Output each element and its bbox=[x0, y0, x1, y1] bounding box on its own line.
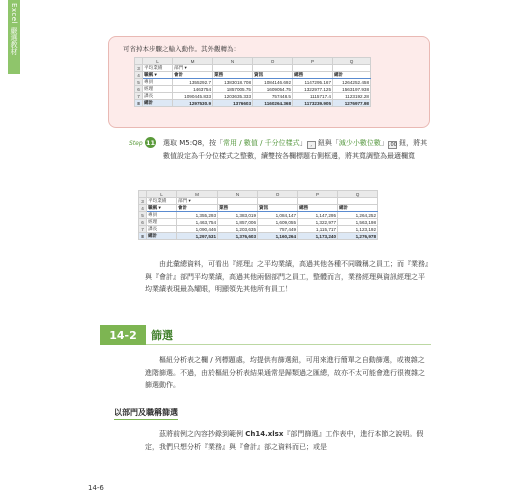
table-cell: 總計 bbox=[147, 233, 177, 240]
table-cell: 資訊 bbox=[253, 72, 293, 79]
table-cell: 1,147,295 bbox=[298, 212, 338, 219]
decrease-decimal-button-icon: .00 bbox=[388, 142, 397, 148]
callout-box bbox=[108, 36, 430, 128]
table-cell: 1,355,293 bbox=[177, 212, 218, 219]
table-cell: 1463754 bbox=[173, 86, 213, 93]
column-header bbox=[135, 58, 143, 65]
table-cell: 1123192.28 bbox=[333, 93, 371, 100]
table-cell: 1115717.4 bbox=[293, 93, 333, 100]
column-header: M bbox=[173, 58, 213, 65]
table-cell: 業務 bbox=[213, 72, 253, 79]
table-row bbox=[135, 100, 371, 107]
row-header: 3 bbox=[135, 65, 143, 72]
table-cell: 1297530.9 bbox=[173, 100, 213, 107]
row-header: 7 bbox=[139, 226, 147, 233]
table-cell: 專員 bbox=[147, 212, 177, 219]
step-text-b: 」 bbox=[299, 139, 307, 147]
table-row bbox=[139, 205, 378, 212]
column-header: M bbox=[177, 191, 218, 198]
table-row bbox=[139, 233, 378, 240]
table-cell: 總計 bbox=[338, 205, 378, 212]
column-header: O bbox=[258, 191, 298, 198]
page-number: 14-6 bbox=[88, 484, 104, 492]
table-cell: 1,203,635 bbox=[218, 226, 258, 233]
table-cell: 職稱 ▾ bbox=[143, 72, 173, 79]
table-cell: 1383018.708 bbox=[213, 79, 253, 86]
table-cell: 業務 bbox=[218, 205, 258, 212]
row-header: 6 bbox=[135, 86, 143, 93]
table-cell: 1,297,531 bbox=[177, 233, 218, 240]
row-header: 4 bbox=[139, 205, 147, 212]
step-text-command-comma-style: 常用 / 數值 / 千分位樣式 bbox=[223, 139, 300, 147]
row-header: 6 bbox=[139, 219, 147, 226]
table-cell: 1203635.333 bbox=[213, 93, 253, 100]
table-cell: 1264252.458 bbox=[333, 79, 371, 86]
table-cell: 部門 ▾ bbox=[177, 198, 218, 205]
table-cell: 1,123,192 bbox=[338, 226, 378, 233]
table-cell: 總務 bbox=[293, 72, 333, 79]
table-row bbox=[139, 212, 378, 219]
step-text-c: 鈕與「 bbox=[315, 139, 339, 147]
table-cell: 部門 ▾ bbox=[173, 65, 213, 72]
section-number: 14-2 bbox=[100, 325, 146, 345]
table-cell: 1,376,603 bbox=[218, 233, 258, 240]
step-text-a: 選取 M5:Q8，按「 bbox=[163, 139, 224, 147]
table-cell bbox=[338, 198, 378, 205]
row-header: 5 bbox=[135, 79, 143, 86]
comma-style-button-icon: , bbox=[307, 141, 316, 149]
column-header: O bbox=[253, 58, 293, 65]
table-cell: 總務 bbox=[298, 205, 338, 212]
table-cell: 757448.5 bbox=[253, 93, 293, 100]
table-cell: 1,084,147 bbox=[258, 212, 298, 219]
table-cell: 1,322,977 bbox=[298, 219, 338, 226]
table-cell: 總計 bbox=[143, 100, 173, 107]
table-cell: 總計 bbox=[333, 72, 371, 79]
table-cell bbox=[258, 198, 298, 205]
section-title: 篩選 bbox=[151, 329, 173, 342]
table-cell: 1,115,717 bbox=[298, 226, 338, 233]
chapter-side-tab bbox=[8, 0, 20, 74]
callout-text: 可省掉本步驟之輸入動作。其外觀轉為： bbox=[123, 45, 240, 53]
column-header bbox=[139, 191, 147, 198]
table-cell: 會計 bbox=[177, 205, 218, 212]
para3-filename: Ch14.xlsx bbox=[245, 430, 284, 438]
pivot-table-raw bbox=[134, 57, 371, 107]
step-text-d: 」 bbox=[380, 139, 388, 147]
column-header: N bbox=[218, 191, 258, 198]
table-cell bbox=[253, 65, 293, 72]
column-header: Q bbox=[333, 58, 371, 65]
table-cell: 1,563,198 bbox=[338, 219, 378, 226]
step-text bbox=[163, 137, 433, 162]
table-cell: 1,276,978 bbox=[338, 233, 378, 240]
table-row bbox=[135, 72, 371, 79]
pivot-table-formatted bbox=[138, 190, 378, 240]
para3-text-b: 『部門篩選』工作表中，進行本節之說明。假定，我們只想分析『業務』與『會計』部之資料而已；或是 bbox=[145, 430, 424, 451]
column-header: Q bbox=[338, 191, 378, 198]
table-cell: 1,463,754 bbox=[177, 219, 218, 226]
step-label: Step bbox=[129, 140, 143, 147]
row-header: 8 bbox=[139, 233, 147, 240]
table-cell: 1563197.938 bbox=[333, 86, 371, 93]
column-header: P bbox=[298, 191, 338, 198]
table-cell: 1609054.75 bbox=[253, 86, 293, 93]
column-header: N bbox=[213, 58, 253, 65]
section-heading bbox=[100, 325, 431, 345]
step-text-command-decrease-decimal: 減少小數位數 bbox=[338, 139, 381, 147]
row-header: 4 bbox=[135, 72, 143, 79]
paragraph-example bbox=[145, 428, 431, 453]
side-tab-book-label: 嚴選教材 bbox=[10, 27, 18, 56]
table-cell: 1,264,252 bbox=[338, 212, 378, 219]
table-cell: 1,160,264 bbox=[258, 233, 298, 240]
table-cell: 平均業績 bbox=[147, 198, 177, 205]
column-header: L bbox=[147, 191, 177, 198]
table-cell: 經理 bbox=[147, 219, 177, 226]
table-cell: 平均業績 bbox=[143, 65, 173, 72]
table-cell: 專員 bbox=[143, 79, 173, 86]
table-cell: 會計 bbox=[173, 72, 213, 79]
table-cell: 1376603 bbox=[213, 100, 253, 107]
table-cell: 1857005.75 bbox=[213, 86, 253, 93]
step-text-e: 鈕，將其數值設定為千分位樣式之整數，續雙按各欄標題右側框邊，將其寬調整為最適欄寬 bbox=[163, 139, 428, 160]
table-cell: 1,857,006 bbox=[218, 219, 258, 226]
table-cell: 1,609,055 bbox=[258, 219, 298, 226]
para3-text-a: 茲將前例之內容抄錄到範例 bbox=[159, 430, 246, 438]
table-cell: 經理 bbox=[143, 86, 173, 93]
table-row bbox=[135, 93, 371, 100]
row-header: 7 bbox=[135, 93, 143, 100]
paragraph-filter-intro: 樞紐分析表之欄 / 列標題處，均提供有篩選鈕，可用來進行簡單之自動篩選，或複雜之進階篩選。不過，由於樞紐分析表結果通常是歸類過之匯總，故亦不太可能會進行很複雜之篩選動作。 bbox=[145, 356, 425, 390]
table-cell: 1160264.368 bbox=[253, 100, 293, 107]
column-header: P bbox=[293, 58, 333, 65]
table-cell: 1147295.167 bbox=[293, 79, 333, 86]
table-cell bbox=[218, 198, 258, 205]
table-cell: 職稱 ▾ bbox=[147, 205, 177, 212]
table-cell: 757,449 bbox=[258, 226, 298, 233]
table-cell bbox=[298, 198, 338, 205]
table-cell: 1,090,446 bbox=[177, 226, 218, 233]
table-cell: 1355292.7 bbox=[173, 79, 213, 86]
table-row bbox=[135, 79, 371, 86]
table-cell: 1,383,019 bbox=[218, 212, 258, 219]
table-cell: 1322977.125 bbox=[293, 86, 333, 93]
row-header: 8 bbox=[135, 100, 143, 107]
table-cell: 課長 bbox=[143, 93, 173, 100]
subsection-heading: 以部門及職稱篩選 bbox=[114, 407, 178, 420]
table-row bbox=[139, 198, 378, 205]
side-tab-excel-label: Excel bbox=[10, 3, 18, 25]
table-cell bbox=[293, 65, 333, 72]
table-cell: 1276977.98 bbox=[333, 100, 371, 107]
column-header: L bbox=[143, 58, 173, 65]
table-row bbox=[135, 65, 371, 72]
table-cell: 資訊 bbox=[258, 205, 298, 212]
table-cell: 1084146.692 bbox=[253, 79, 293, 86]
paragraph-summary: 由此彙總資料，可看出『經理』之平均業績，高過其他各種不同職稱之員工；而『業務』與『會計』部門平均業績，高過其他兩個部門之員工，整體而言，業務經理與資訊經理之平均業績表現最為耀眼，明顯領先其他所有員工！ bbox=[145, 260, 429, 294]
row-header: 3 bbox=[139, 198, 147, 205]
row-header: 5 bbox=[139, 212, 147, 219]
table-cell bbox=[213, 65, 253, 72]
step-number-badge: 11 bbox=[145, 138, 156, 147]
table-cell: 1,173,240 bbox=[298, 233, 338, 240]
table-row bbox=[139, 226, 378, 233]
table-cell bbox=[333, 65, 371, 72]
table-cell: 課長 bbox=[147, 226, 177, 233]
table-row bbox=[135, 86, 371, 93]
table-row bbox=[139, 219, 378, 226]
table-cell: 1173239.905 bbox=[293, 100, 333, 107]
table-cell: 1090445.833 bbox=[173, 93, 213, 100]
